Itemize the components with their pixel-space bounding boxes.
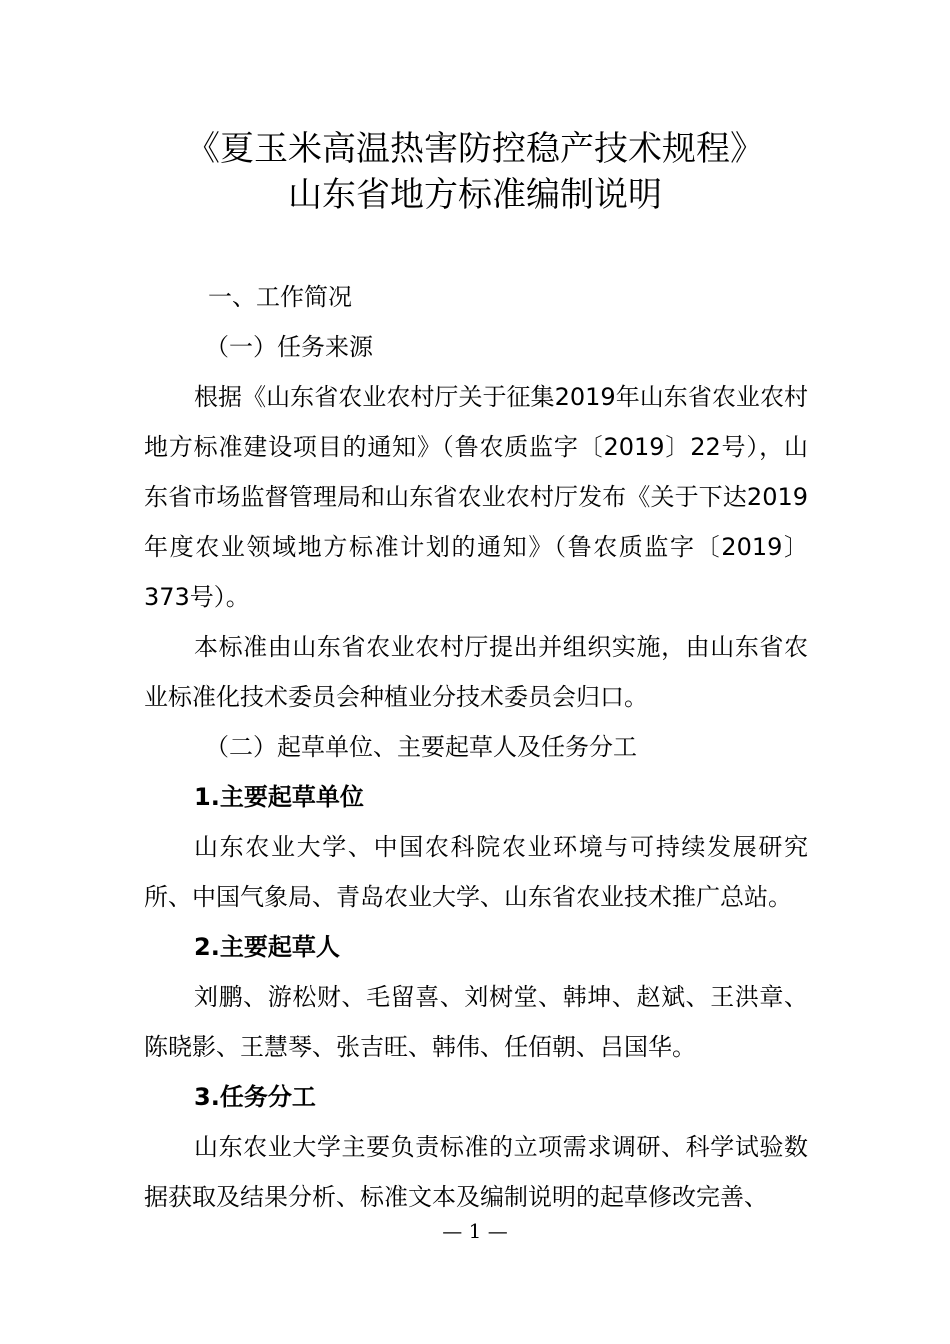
subsection-heading-task-source: （一）任务来源 — [205, 333, 373, 361]
paragraph-drafters: 刘鹏、游松财、毛留喜、刘树堂、韩坤、赵斌、王洪章、陈晓影、王慧琴、张吉旺、韩伟、任佰朝、吕国华。 — [144, 983, 808, 1061]
subsection-heading-drafting: （二）起草单位、主要起草人及任务分工 — [205, 733, 637, 761]
document-body — [144, 272, 808, 1222]
paragraph-drafting-units: 山东农业大学、中国农科院农业环境与可持续发展研究所、中国气象局、青岛农业大学、山东省农业技术推广总站。 — [144, 833, 808, 911]
heading-task-division: 3.任务分工 — [194, 1083, 316, 1111]
section-heading-work-overview: 一、工作简况 — [208, 283, 352, 311]
paragraph-organization: 本标准由山东省农业农村厅提出并组织实施，由山东省农业标准化技术委员会种植业分技术委员会归口。 — [144, 633, 808, 711]
paragraph-task-division: 山东农业大学主要负责标准的立项需求调研、科学试验数据获取及结果分析、标准文本及编制说明的起草修改完善、 — [144, 1133, 808, 1211]
document-title-line1: 《夏玉米高温热害防控稳产技术规程》 — [186, 129, 764, 169]
paragraph-task-source: 根据《山东省农业农村厅关于征集2019年山东省农业农村地方标准建设项目的通知》（鲁农质监字〔2019〕22号），山东省市场监督管理局和山东省农业农村厅发布《关于下达2019年度农业领域地方标准计划的通知》（鲁农质监字〔2019〕373号）。 — [144, 383, 808, 611]
heading-main-drafting-units: 1.主要起草单位 — [194, 783, 364, 811]
heading-main-drafters: 2.主要起草人 — [194, 933, 340, 961]
document-title-line2: 山东省地方标准编制说明 — [288, 175, 662, 215]
page-number: — 1 — — [442, 1219, 508, 1243]
